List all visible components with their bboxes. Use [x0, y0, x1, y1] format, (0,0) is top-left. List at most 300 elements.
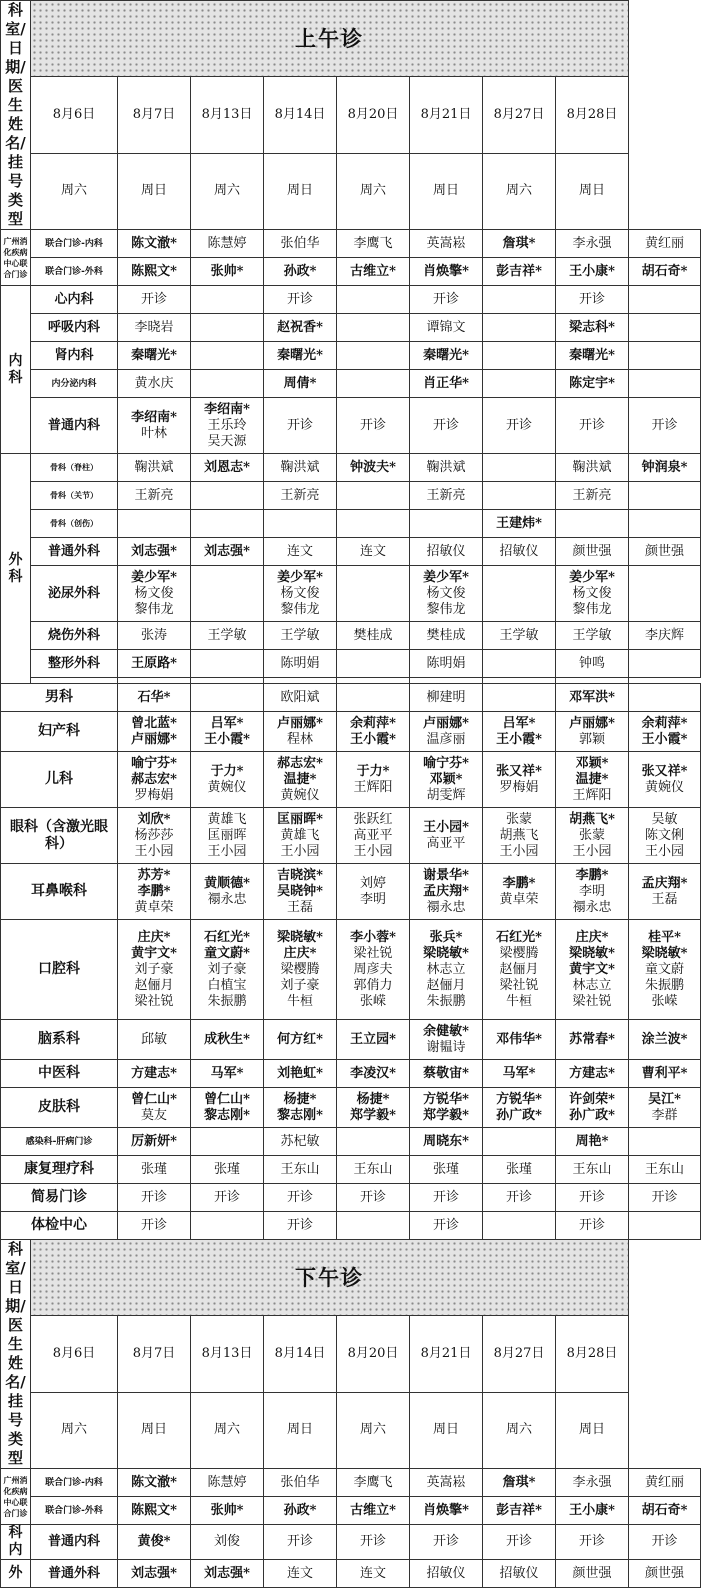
- doctor-name: 吕军*: [210, 715, 244, 731]
- doctor-name: 赵祝香*: [277, 319, 323, 335]
- doctor-cell: [264, 286, 337, 314]
- doctor-cell: [118, 538, 191, 566]
- doctor-cell: [191, 712, 264, 752]
- doctor-cell: [556, 1156, 629, 1184]
- doctor-cell: [410, 920, 483, 1020]
- doctor-name: 孙政*: [283, 263, 317, 279]
- doctor-name: 鞠洪斌: [426, 459, 466, 475]
- department-category: 康复理疗科: [1, 1156, 118, 1184]
- doctor-name: 颜世强: [572, 543, 612, 559]
- doctor-cell: [337, 1560, 410, 1588]
- doctor-name: 孙政*: [283, 1502, 317, 1518]
- doctor-cell: [410, 1060, 483, 1088]
- doctor-cell: [337, 1088, 410, 1128]
- doctor-cell: [556, 454, 629, 482]
- doctor-name: 王小康*: [569, 1502, 615, 1518]
- doctor-name: 开诊: [432, 417, 459, 433]
- doctor-cell: [337, 510, 410, 538]
- weekday-cell: 周六: [191, 1392, 264, 1468]
- session-title: 下午诊: [31, 1240, 629, 1316]
- department-subcategory: 整形外科: [31, 650, 118, 678]
- doctor-name: 王小霞*: [350, 731, 396, 747]
- doctor-name: 开诊: [578, 1189, 605, 1205]
- doctor-cell: [264, 398, 337, 454]
- doctor-cell: [191, 342, 264, 370]
- doctor-cell: [118, 1060, 191, 1088]
- doctor-name: 钟鸣: [578, 655, 605, 671]
- doctor-cell: [410, 1560, 483, 1588]
- doctor-cell: [337, 1525, 410, 1560]
- doctor-name: 开诊: [651, 417, 678, 433]
- doctor-cell: [629, 370, 701, 398]
- doctor-name: 禤永忠: [426, 899, 466, 915]
- department-row: [1, 712, 701, 752]
- doctor-name: 张帅*: [210, 1502, 244, 1518]
- doctor-name: 开诊: [505, 1534, 532, 1549]
- doctor-name: 王新亮: [134, 487, 174, 503]
- doctor-cell: [337, 1469, 410, 1497]
- doctor-name: 李庆辉: [644, 627, 684, 643]
- doctor-cell: [410, 1156, 483, 1184]
- doctor-name: 于力*: [356, 763, 390, 779]
- doctor-name: 姜少军*: [277, 569, 323, 585]
- doctor-cell: [556, 566, 629, 622]
- department-row: [1, 1497, 701, 1525]
- doctor-cell: [118, 1497, 191, 1525]
- doctor-name: 程林: [286, 731, 313, 747]
- doctor-name: 孟庆翔*: [641, 875, 688, 891]
- doctor-cell: [191, 1060, 264, 1088]
- doctor-name: 张瑾: [213, 1161, 240, 1177]
- doctor-name: 黎志刚*: [277, 1107, 323, 1123]
- doctor-cell: [118, 1469, 191, 1497]
- weekday-cell: 周六: [483, 1392, 556, 1468]
- department-row: [1, 1525, 701, 1560]
- doctor-cell: [556, 864, 629, 920]
- doctor-name: 温捷*: [575, 771, 609, 787]
- department-row: [1, 510, 701, 538]
- department-row: [1, 1088, 701, 1128]
- department-row: [1, 1060, 701, 1088]
- doctor-cell: [629, 538, 701, 566]
- doctor-cell: [629, 864, 701, 920]
- department-subcategory: 普通外科: [31, 1560, 118, 1588]
- doctor-name: 姜少军*: [423, 569, 469, 585]
- doctor-cell: [483, 454, 556, 482]
- doctor-name: 肖正华*: [423, 375, 469, 391]
- doctor-cell: [483, 286, 556, 314]
- doctor-name: 余健敏*: [423, 1023, 469, 1039]
- doctor-name: 开诊: [505, 417, 532, 433]
- doctor-name: 刘俊: [213, 1534, 240, 1549]
- doctor-name: 王辉阳: [572, 787, 612, 803]
- doctor-name: 刘婷: [359, 875, 386, 891]
- department-category: 口腔科: [1, 920, 118, 1020]
- doctor-name: 谢韫诗: [426, 1039, 466, 1055]
- doctor-name: 王小霞*: [496, 731, 542, 747]
- doctor-cell: [337, 920, 410, 1020]
- doctor-name: 黄水庆: [134, 375, 174, 391]
- doctor-cell: [556, 1128, 629, 1156]
- schedule-body: [1, 1, 701, 1588]
- doctor-name: 于力*: [210, 763, 244, 779]
- doctor-cell: [556, 370, 629, 398]
- doctor-cell: [264, 808, 337, 864]
- doctor-name: 柳建明: [426, 689, 466, 705]
- doctor-cell: [264, 1020, 337, 1060]
- doctor-name: 周艳*: [575, 1133, 609, 1149]
- doctor-name: 石红光*: [204, 929, 250, 945]
- doctor-name: 王原路*: [131, 655, 177, 671]
- session-title: 上午诊: [31, 1, 629, 77]
- doctor-name: 谢景华*: [423, 867, 469, 883]
- doctor-cell: [410, 808, 483, 864]
- doctor-cell: [118, 920, 191, 1020]
- doctor-name: 颜世强: [572, 1565, 612, 1581]
- doctor-name: 黄卓荣: [499, 891, 539, 907]
- doctor-name: 赵俪月: [499, 961, 539, 977]
- doctor-name: 连文: [359, 1565, 386, 1581]
- doctor-name: 张帅*: [210, 263, 244, 279]
- doctor-name: 王小康*: [569, 263, 615, 279]
- department-row: [1, 230, 701, 258]
- doctor-cell: [264, 258, 337, 286]
- doctor-name: 余莉萍*: [350, 715, 396, 731]
- doctor-name: 招敏仪: [499, 543, 539, 559]
- doctor-name: 詹琪*: [502, 1474, 536, 1490]
- doctor-name: 卢丽娜*: [131, 731, 177, 747]
- doctor-cell: [410, 258, 483, 286]
- doctor-cell: [483, 1469, 556, 1497]
- department-row: [1, 1156, 701, 1184]
- doctor-cell: [118, 454, 191, 482]
- doctor-name: 连文: [359, 543, 386, 559]
- doctor-name: 王乐玲: [207, 417, 247, 433]
- doctor-cell: [410, 1469, 483, 1497]
- department-category: 儿科: [1, 752, 118, 808]
- department-category: 体检中心: [1, 1212, 118, 1240]
- doctor-cell: [191, 1469, 264, 1497]
- department-category: 男科: [1, 684, 118, 712]
- doctor-cell: [264, 1060, 337, 1088]
- doctor-cell: [629, 286, 701, 314]
- doctor-cell: [264, 712, 337, 752]
- weekday-cell: 周日: [118, 153, 191, 229]
- doctor-cell: [337, 314, 410, 342]
- doctor-name: 朱振鹏: [426, 993, 466, 1009]
- doctor-name: 梁晓敏*: [569, 945, 615, 961]
- department-row: [1, 258, 701, 286]
- doctor-name: 开诊: [286, 291, 313, 307]
- doctor-name: 陈定宇*: [569, 375, 615, 391]
- doctor-cell: [118, 482, 191, 510]
- doctor-name: 庄庆*: [575, 929, 609, 945]
- doctor-cell: [118, 622, 191, 650]
- department-subcategory: 联合门诊-外科: [31, 258, 118, 286]
- department-subcategory: 普通内科: [31, 1525, 118, 1560]
- doctor-cell: [118, 398, 191, 454]
- department-category: 外: [1, 1560, 31, 1588]
- doctor-name: 张蒙: [578, 827, 605, 843]
- doctor-name: 王新亮: [572, 487, 612, 503]
- doctor-cell: [556, 684, 629, 712]
- doctor-name: 曾仁山*: [204, 1091, 250, 1107]
- doctor-name: 张瑾: [432, 1161, 459, 1177]
- doctor-cell: [483, 258, 556, 286]
- doctor-cell: [410, 1184, 483, 1212]
- doctor-name: 王小霞*: [204, 731, 250, 747]
- doctor-name: 张又祥*: [496, 763, 542, 779]
- doctor-name: 王立园*: [350, 1031, 396, 1047]
- doctor-name: 方锐华*: [496, 1091, 542, 1107]
- doctor-cell: [483, 1088, 556, 1128]
- doctor-name: 曾仁山*: [131, 1091, 177, 1107]
- doctor-cell: [191, 482, 264, 510]
- doctor-name: 卢丽娜*: [569, 715, 615, 731]
- doctor-cell: [629, 566, 701, 622]
- doctor-name: 王小霞*: [641, 731, 688, 747]
- doctor-cell: [410, 342, 483, 370]
- date-row: [1, 1316, 701, 1392]
- doctor-name: 刘志强*: [131, 1565, 177, 1581]
- department-row: [1, 808, 701, 864]
- header-label: 科室/日期/ 医生姓名/挂号 类型: [1, 1, 31, 230]
- doctor-name: 郭颖: [578, 731, 605, 747]
- doctor-name: 开诊: [505, 1189, 532, 1205]
- doctor-name: 黎伟龙: [134, 601, 174, 617]
- doctor-cell: [337, 1020, 410, 1060]
- doctor-cell: [556, 1060, 629, 1088]
- doctor-cell: [118, 1020, 191, 1060]
- doctor-name: 高亚平: [353, 827, 393, 843]
- doctor-name: 莫友: [140, 1107, 167, 1123]
- doctor-cell: [410, 650, 483, 678]
- department-row: [1, 314, 701, 342]
- date-cell: 8月28日: [556, 1316, 629, 1392]
- doctor-name: 方建志*: [131, 1065, 177, 1081]
- doctor-name: 李明: [359, 891, 386, 907]
- doctor-cell: [629, 650, 701, 678]
- doctor-name: 成秋生*: [204, 1031, 250, 1047]
- doctor-name: 马军*: [502, 1065, 536, 1081]
- doctor-name: 张又祥*: [641, 763, 688, 779]
- doctor-name: 匡丽晖: [207, 827, 247, 843]
- doctor-name: 李凌汉*: [350, 1065, 396, 1081]
- doctor-name: 林志立: [572, 977, 612, 993]
- doctor-name: 石红光*: [496, 929, 542, 945]
- doctor-name: 古维立*: [350, 263, 396, 279]
- department-category: 感染科-肝病门诊: [1, 1128, 118, 1156]
- department-subcategory: 骨科（脊柱）: [31, 454, 118, 482]
- doctor-cell: [118, 752, 191, 808]
- doctor-name: 梁晓敏*: [277, 929, 323, 945]
- doctor-cell: [118, 808, 191, 864]
- doctor-name: 钟润泉*: [641, 459, 688, 475]
- date-cell: 8月14日: [264, 77, 337, 153]
- doctor-cell: [556, 752, 629, 808]
- doctor-cell: [191, 1156, 264, 1184]
- doctor-name: 开诊: [578, 1217, 605, 1233]
- department-category: 广州消 化疾病 中心联 合门诊: [1, 1469, 31, 1525]
- doctor-name: 梁晓敏*: [423, 945, 469, 961]
- doctor-cell: [556, 712, 629, 752]
- doctor-cell: [556, 314, 629, 342]
- doctor-cell: [629, 510, 701, 538]
- doctor-cell: [483, 1212, 556, 1240]
- doctor-name: 刘子豪: [134, 961, 174, 977]
- doctor-cell: [483, 864, 556, 920]
- weekday-cell: 周日: [118, 1392, 191, 1468]
- doctor-cell: [410, 752, 483, 808]
- doctor-cell: [337, 258, 410, 286]
- doctor-cell: [410, 538, 483, 566]
- doctor-cell: [629, 752, 701, 808]
- department-row: [1, 1128, 701, 1156]
- doctor-name: 陈文澈*: [131, 1474, 177, 1490]
- doctor-cell: [264, 1184, 337, 1212]
- doctor-cell: [483, 752, 556, 808]
- doctor-cell: [483, 712, 556, 752]
- doctor-name: 赵俪月: [134, 977, 174, 993]
- doctor-name: 肖焕擎*: [423, 1502, 469, 1518]
- doctor-name: 梁晓敏*: [641, 945, 688, 961]
- doctor-name: 颜世强: [644, 1565, 684, 1581]
- date-cell: 8月7日: [118, 1316, 191, 1392]
- doctor-name: 王小园: [499, 843, 539, 859]
- doctor-cell: [629, 230, 701, 258]
- doctor-name: 黎伟龙: [426, 601, 466, 617]
- doctor-name: 禤永忠: [572, 899, 612, 915]
- department-row: [1, 566, 701, 622]
- doctor-cell: [410, 286, 483, 314]
- doctor-name: 朱振鹏: [207, 993, 247, 1009]
- doctor-name: 开诊: [286, 417, 313, 433]
- doctor-cell: [191, 808, 264, 864]
- doctor-name: 姜少军*: [131, 569, 177, 585]
- doctor-cell: [337, 808, 410, 864]
- doctor-name: 黄雄飞: [280, 827, 320, 843]
- doctor-name: 杨文俊: [572, 585, 612, 601]
- doctor-cell: [483, 1060, 556, 1088]
- weekday-cell: 周日: [264, 1392, 337, 1468]
- doctor-cell: [264, 1497, 337, 1525]
- doctor-name: 苏杞敏: [280, 1133, 320, 1149]
- doctor-cell: [118, 1128, 191, 1156]
- date-cell: 8月27日: [483, 77, 556, 153]
- doctor-cell: [264, 1469, 337, 1497]
- header-label: 科室/日期/ 医生姓名/挂号 类型: [1, 1240, 31, 1469]
- doctor-cell: [410, 1212, 483, 1240]
- doctor-name: 李鹏*: [137, 883, 171, 899]
- department-category: 外 科: [1, 454, 31, 684]
- doctor-cell: [118, 712, 191, 752]
- doctor-name: 吉晓滨*: [277, 867, 323, 883]
- department-subcategory: 肾内科: [31, 342, 118, 370]
- doctor-cell: [556, 482, 629, 510]
- doctor-name: 曹利平*: [641, 1065, 688, 1081]
- department-subcategory: 普通外科: [31, 538, 118, 566]
- doctor-name: 高亚平: [426, 835, 466, 851]
- doctor-name: 张伯华: [280, 235, 320, 251]
- doctor-name: 童文蔚*: [204, 945, 250, 961]
- doctor-name: 王东山: [644, 1161, 684, 1177]
- doctor-name: 余莉萍*: [641, 715, 688, 731]
- doctor-name: 开诊: [359, 1534, 386, 1549]
- doctor-name: 张瑾: [505, 1161, 532, 1177]
- doctor-name: 黄婉仪: [207, 779, 247, 795]
- doctor-cell: [629, 1497, 701, 1525]
- doctor-name: 罗梅娟: [134, 787, 174, 803]
- doctor-name: 童文蔚: [644, 961, 684, 977]
- doctor-name: 张涛: [140, 627, 167, 643]
- doctor-name: 开诊: [432, 1534, 459, 1549]
- doctor-cell: [118, 684, 191, 712]
- doctor-cell: [410, 622, 483, 650]
- doctor-cell: [264, 314, 337, 342]
- doctor-cell: [337, 684, 410, 712]
- doctor-name: 杨文俊: [280, 585, 320, 601]
- doctor-cell: [483, 314, 556, 342]
- weekday-row: [1, 153, 701, 229]
- doctor-cell: [556, 1184, 629, 1212]
- doctor-name: 禤永忠: [207, 891, 247, 907]
- doctor-cell: [410, 712, 483, 752]
- doctor-cell: [629, 1525, 701, 1560]
- doctor-name: 王小园*: [423, 819, 469, 835]
- doctor-cell: [118, 510, 191, 538]
- doctor-name: 王建炜*: [496, 515, 542, 531]
- doctor-name: 涂兰波*: [641, 1031, 688, 1047]
- doctor-name: 王小园: [644, 843, 684, 859]
- doctor-name: 开诊: [432, 291, 459, 307]
- doctor-name: 邱敏: [140, 1031, 167, 1047]
- doctor-name: 鞠洪斌: [572, 459, 612, 475]
- weekday-row: [1, 1392, 701, 1468]
- doctor-name: 陈明娟: [280, 655, 320, 671]
- doctor-name: 黄顺德*: [204, 875, 250, 891]
- doctor-cell: [191, 622, 264, 650]
- doctor-name: 张瑾: [140, 1161, 167, 1177]
- weekday-cell: 周六: [31, 153, 118, 229]
- doctor-cell: [337, 482, 410, 510]
- doctor-cell: [118, 314, 191, 342]
- doctor-name: 陈文俐: [644, 827, 684, 843]
- doctor-name: 李明: [578, 883, 605, 899]
- doctor-name: 鞠洪斌: [134, 459, 174, 475]
- doctor-name: 吴江*: [648, 1091, 681, 1107]
- doctor-name: 梁樱腾: [280, 961, 320, 977]
- doctor-name: 黄婉仪: [280, 787, 320, 803]
- department-row: [1, 752, 701, 808]
- doctor-name: 连文: [286, 1565, 313, 1581]
- doctor-cell: [556, 342, 629, 370]
- doctor-cell: [410, 370, 483, 398]
- doctor-name: 王学敏: [207, 627, 247, 643]
- doctor-name: 开诊: [140, 1217, 167, 1233]
- doctor-name: 谭锦文: [426, 319, 466, 335]
- doctor-name: 梁社锐: [572, 993, 612, 1009]
- date-cell: 8月13日: [191, 1316, 264, 1392]
- department-row: [1, 864, 701, 920]
- doctor-name: 陈熙文*: [131, 263, 177, 279]
- doctor-name: 卢丽娜*: [423, 715, 469, 731]
- doctor-cell: [337, 398, 410, 454]
- doctor-name: 王小园: [207, 843, 247, 859]
- doctor-name: 吴天源: [207, 433, 247, 449]
- doctor-cell: [410, 566, 483, 622]
- doctor-name: 苏常春*: [569, 1031, 615, 1047]
- doctor-name: 白植宝: [207, 977, 247, 993]
